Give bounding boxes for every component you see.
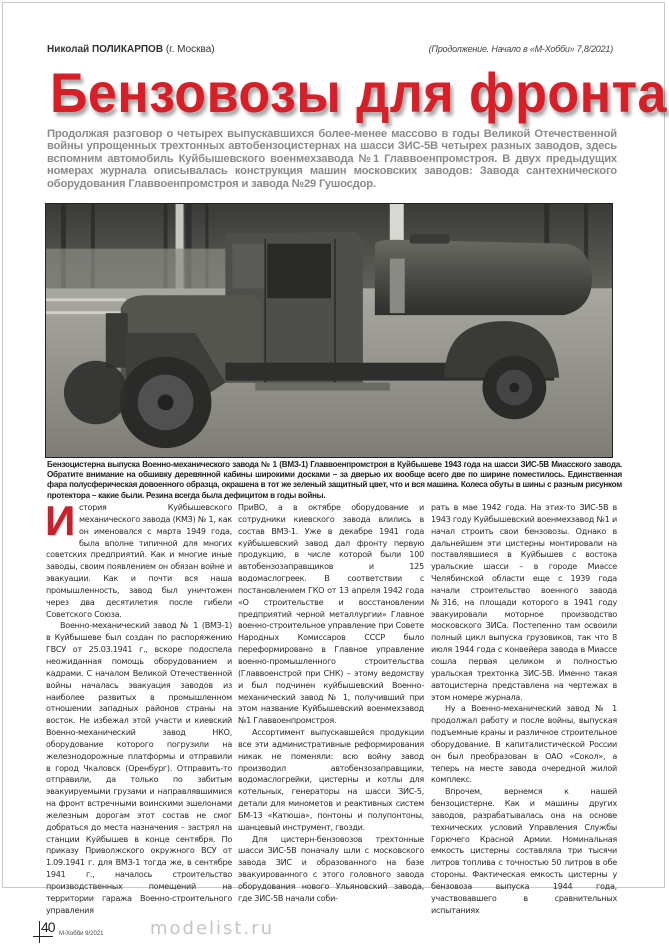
hose-box xyxy=(390,259,405,314)
radiator xyxy=(106,313,128,368)
paragraph: Для цистерн-бензовозов трехтонные шасси ЗИС-5В поначалу шли с московского завода ЗИС и образованного на базе эвакуированного с этого головного завода оборудования нового Ульяновский завода, где ЗИС-5В начали соби- xyxy=(238,834,424,903)
author-name: Николай ПОЛИКАРПОВ xyxy=(47,44,164,55)
filler-hatch xyxy=(410,234,450,244)
issue-label: М-Хобби 9/2021 xyxy=(59,931,104,937)
drop-cap: И xyxy=(45,497,75,544)
byline xyxy=(47,44,215,55)
paragraph: стория Куйбышевского механического завода (КМЗ) № 1, как он именовался с марта 1949 года, была вполне типичной для многих советских предприятий. Как и многие иные заводы, своим появлением он обязан войне и эвакуации. Как и почти вся наша промышленность, завод был уничтожен через два десятилетия после гибели Советского Союза. xyxy=(46,503,232,619)
paragraph: Впрочем, вернемся к нашей бензоцистерне. Как и машины других заводов, разрабатывалась она на основе технических условий Управления Службы Горючего Красной Армии. Номинальная емкость цистерны составляла три тысячи литров топлива с точностью 50 литров в обе стороны. Фактическая емкость цистерны у бензовоза выпуска 1944 года, участвовавшего в сравнительных испытаниях xyxy=(431,787,617,915)
text-column-3 xyxy=(431,502,617,917)
paragraph: Военно-механический завод № 1 (ВМЗ-1) в Куйбышеве был создан по распоряжению ГВСУ от 25.03.1941 г., вскоре подоспела неожиданная помощь оборудованием и кадрами. С началом Великой Отечественной войны началась эвакуация заводов из наиболее развитых в промышленном отношении западных районов страны на восток. Не избежал этой участи и киевский Военно-механический завод НКО, оборудование которого погрузили на железнодорожные платформы и отправили в город Чкаловск (Оренбург). Отправить-то отправили, да только по забитым эвакуируемыми грузами и направлявшимися на фронт встречными воинскими эшелонами железным дорогам этот состав не смог добраться до места назначения – застрял на станции Куйбышев в конце сентября. По приказу Приволжского окружного ВСУ от 1.09.1941 г. для ВМЗ-1 тогда же, в сентябре 1941 г., началось строительство производственных помещений на территории гаража Военно-строительного управления xyxy=(46,621,232,915)
folio-rule-horizontal xyxy=(33,936,53,937)
fence xyxy=(46,298,126,301)
fuel-truck-photo xyxy=(46,204,612,457)
page-folio xyxy=(35,919,135,947)
text-column-1 xyxy=(45,497,232,917)
fuel-tank xyxy=(375,240,592,315)
watermark: modelist.ru xyxy=(150,918,275,939)
running-board xyxy=(255,383,390,391)
folio-rule-vertical xyxy=(39,921,40,943)
author-city: (г. Москва) xyxy=(165,44,215,55)
cab-window xyxy=(267,244,331,299)
building xyxy=(46,249,225,289)
photo-caption: Бензоцистерна выпуска Военно-механического завода № 1 (ВМЗ-1) Главвоенпромстроя в Куйбышеве 1943 года на шасси ЗИС-5В Миасского завода. Обратите внимание на обшивку деревянной кабины широкими досками – за дверью их вообще всего две по ширине поместилось. Единственная фара полусферическая довоенного образца, окрашена в тот же зеленый защитный цвет, что и вся машина. Колеса обуты в шины с разным рисунком протектора – какие были. Резина всегда была дефицитом в годы войны. xyxy=(47,460,622,500)
article-photo xyxy=(45,203,613,458)
paragraph: Ассортимент выпускавшейся продукции все эти административные реформирования никак не поменяли: всю войну завод производил автобензозаправщики, водомаслогрейки, цистерны и котлы для котельных, генераторы на шасси ЗИС-5, детали для минометов и реактивных систем БМ-13 «Катюша», понтоны и полупонтоны, шанцевый инструмент, гвозди. xyxy=(238,728,424,832)
text-column-2 xyxy=(238,502,424,905)
paragraph: рать в мае 1942 года. На этих-то ЗИС-5В в 1943 году Куйбышевский военмехзавод №1 и начал строить свои бензовозы. Однако в дальнейшем эти цистерны монтировали на поставлявшиеся в Куйбышев с востока уральские шасси – в городе Миассе Челябинской области еще с 1939 года начали строительство военного завода №316, на площади которого в 1941 году эвакуировали моторное производство московского ЗИСа. Постепенно там освоили полный цикл выпуска грузовиков, так что 8 июля 1944 года с конвейера завода в Миассе сошла первая целиком и полностью уральская трехтонка ЗИС-5В. Именно такая автоцистерна представлена на чертежах в этом номере журнала. xyxy=(431,503,617,702)
article-title: Бензовозы для фронта xyxy=(50,61,667,124)
article-lead: Продолжая разговор о четырех выпускавшихся более-менее массово в годы Великой Отечественной войны упрощенных трехтонных автобензоцистернах на шасси ЗИС-5В четырех разных заводов, здесь вспомним автомобиль Куйбышевского военмехзавода №1 Главвоенпромстроя. В двух предыдущих номерах журнала описывалась конструкция машин московских заводов: Завода сантехнического оборудования Главвоенпромстроя и завода №29 Гушосдор. xyxy=(47,128,617,190)
paragraph: ПриВО, а в октябре оборудование и сотрудники киевского завода влились в состав ВМЗ-1. Уже в декабре 1941 года куйбышевский завод дал фронту первую продукцию, в числе которой были 100 автобензозаправщиков и 125 водомаслогреек. В соответствии с постановлением ГКО от 13 апреля 1942 года «О строительстве и восстановлении предприятий черной металлургии» Главное военно-строительное управление при Совете Народных Комиссаров СССР было переформировано в Главное управление военно-промышленного строительства (Главвоенстрой при СНК) – этому ведомству и был подчинен куйбышевский Военно-механический завод № 1, получивший при этом название Куйбышевский военмехзавод №1 Главвоенпромстроя. xyxy=(238,503,424,726)
page-number: 40 xyxy=(41,919,55,935)
continuation-note: (Продолжение. Начало в «М-Хобби» 7,8/2021) xyxy=(428,44,613,54)
spare-wheel xyxy=(64,361,128,424)
paragraph: Ну а Военно-механический завод № 1 продолжал работу и после войны, выпуская подъемные краны и различное строительное оборудование. В капиталистической России он был преобразован в ОАО «Сокол», а теперь на месте завода очередной жилой комплекс. xyxy=(431,704,617,785)
cab-side-window xyxy=(232,244,264,289)
